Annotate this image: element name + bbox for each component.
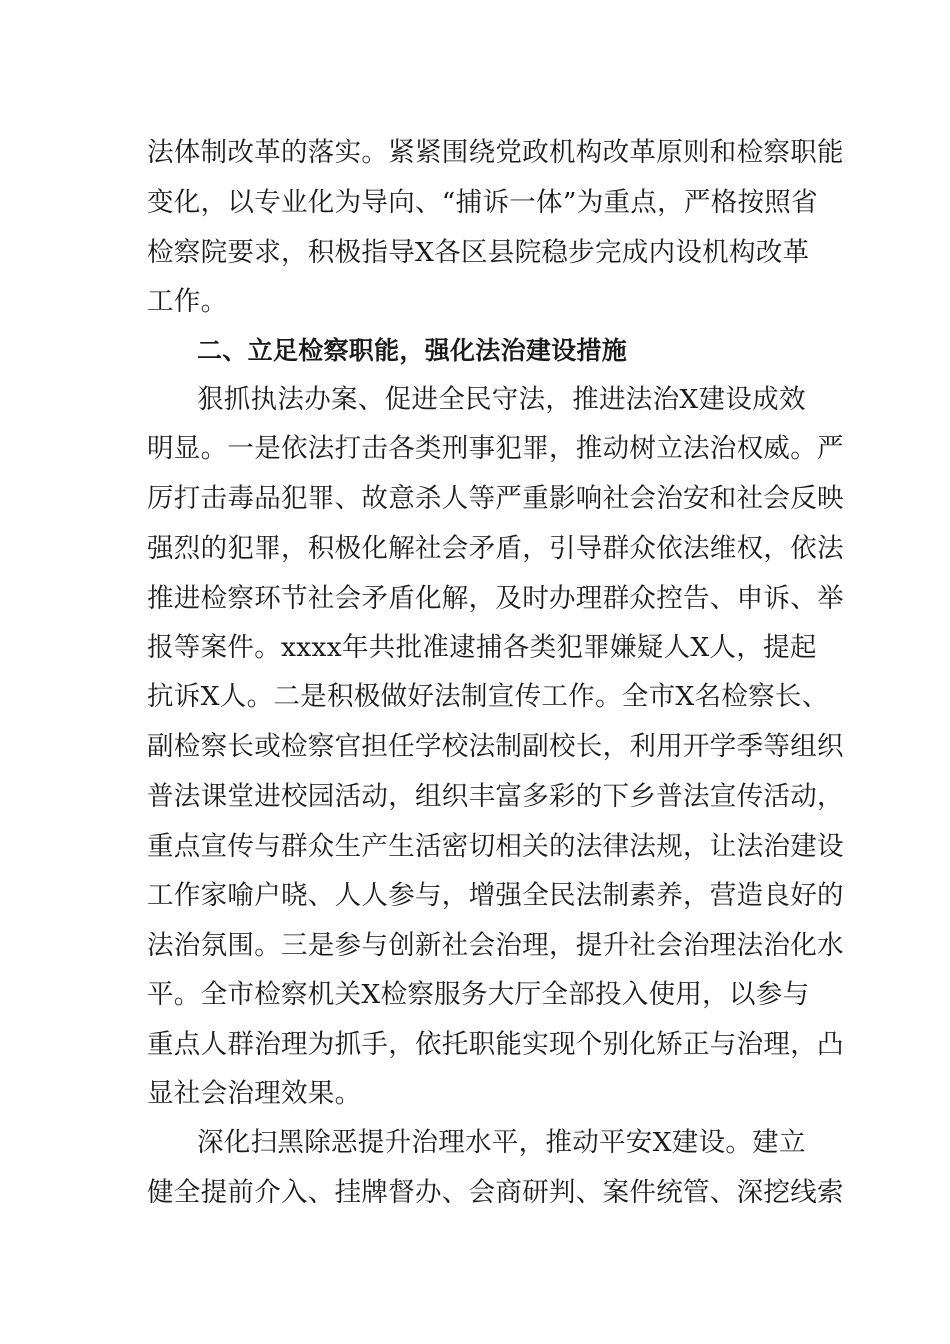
paragraph-line: 变化，以专业化为导向、“捕诉一体”为重点，严格按照省: [147, 187, 818, 218]
paragraph-line: 重点人群治理为抓手，依托职能实现个别化矫正与治理，凸: [147, 1029, 844, 1060]
paragraph-line: 法治氛围。三是参与创新社会治理，提升社会治理法治化水: [147, 930, 844, 961]
paragraph-line: 显社会治理效果。: [147, 1078, 362, 1109]
paragraph-line: 副检察长或检察官担任学校法制副校长，利用开学季等组织: [147, 731, 844, 762]
paragraph-line: 抗诉X人。二是积极做好法制宣传工作。全市X名检察长、: [147, 681, 829, 712]
paragraph-line: 普法课堂进校园活动，组织丰富多彩的下乡普法宣传活动，: [147, 781, 844, 812]
paragraph-line: 法体制改革的落实。紧紧围绕党政机构改革原则和检察职能: [147, 137, 844, 168]
paragraph-line: 工作家喻户晓、人人参与，增强全民法制素养，营造良好的: [147, 880, 844, 911]
paragraph-line: 报等案件。xxxx年共批准逮捕各类犯罪嫌疑人X人，提起: [147, 632, 817, 663]
paragraph-line: 狠抓执法办案、促进全民守法，推进法治X建设成效: [197, 384, 806, 415]
paragraph-line: 检察院要求，积极指导X各区县院稳步完成内设机构改革: [147, 237, 810, 268]
paragraph-line: 健全提前介入、挂牌督办、会商研判、案件统管、深挖线索: [147, 1177, 844, 1208]
paragraph-line: 工作。: [147, 286, 228, 317]
paragraph-line: 重点宣传与群众生产生活密切相关的法律法规，让法治建设: [147, 831, 844, 862]
section-heading: 二、立足检察职能，强化法治建设措施: [197, 336, 628, 365]
paragraph-line: 深化扫黑除恶提升治理水平，推动平安X建设。建立: [197, 1127, 806, 1158]
paragraph-line: 平。全市检察机关X检察服务大厅全部投入使用，以参与: [147, 979, 810, 1010]
paragraph-line: 厉打击毒品犯罪、故意杀人等严重影响社会治安和社会反映: [147, 483, 844, 514]
paragraph-line: 明显。一是依法打击各类刑事犯罪，推动树立法治权威。严: [147, 433, 844, 464]
paragraph-line: 推进检察环节社会矛盾化解，及时办理群众控告、申诉、举: [147, 583, 844, 614]
paragraph-line: 强烈的犯罪，积极化解社会矛盾，引导群众依法维权，依法: [147, 533, 844, 564]
